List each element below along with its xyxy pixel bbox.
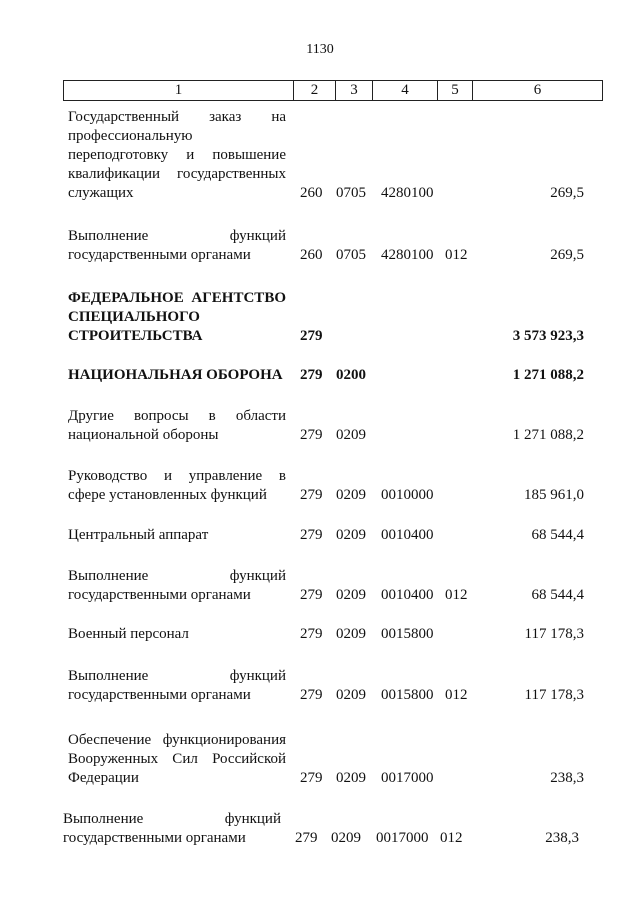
cell-c6: 238,3 <box>545 830 579 846</box>
row-description <box>63 810 281 848</box>
description-line: СТРОИТЕЛЬСТВА <box>68 328 203 344</box>
description-line: Обеспечение функционирования <box>68 732 286 748</box>
cell-c5: 012 <box>445 687 468 703</box>
description-line: Вооруженных Сил Российской <box>68 751 286 767</box>
description-line: государственными органами <box>68 247 251 263</box>
cell-c4: 4280100 <box>381 185 434 201</box>
description-line: Федерации <box>68 770 139 786</box>
header-col-4: 4 <box>373 81 438 100</box>
cell-c2: 279 <box>300 770 323 786</box>
cell-c2: 260 <box>300 185 323 201</box>
cell-c6: 238,3 <box>550 770 584 786</box>
description-line: Другие вопросы в области <box>68 408 286 424</box>
table-row <box>68 407 584 445</box>
cell-c4: 0010400 <box>381 527 434 543</box>
description-line: СПЕЦИАЛЬНОГО <box>68 309 200 325</box>
cell-c5: 012 <box>445 587 468 603</box>
description-line: Военный персонал <box>68 626 189 642</box>
table-header <box>63 80 603 101</box>
cell-c6: 68 544,4 <box>531 527 584 543</box>
page-number: 1130 <box>306 42 334 57</box>
cell-c6: 1 271 088,2 <box>512 427 584 443</box>
cell-c4: 4280100 <box>381 247 434 263</box>
cell-c4: 0017000 <box>381 770 434 786</box>
cell-c2: 279 <box>300 587 323 603</box>
cell-c3: 0209 <box>336 770 366 786</box>
description-line: сфере установленных функций <box>68 487 267 503</box>
description-line: Центральный аппарат <box>68 527 209 543</box>
cell-c3: 0209 <box>336 427 366 443</box>
cell-c3: 0200 <box>336 367 366 383</box>
table-row <box>63 810 579 848</box>
header-col-3: 3 <box>336 81 373 100</box>
table-row <box>68 227 584 265</box>
cell-c3: 0705 <box>336 185 366 201</box>
description-line: НАЦИОНАЛЬНАЯ ОБОРОНА <box>68 367 283 383</box>
cell-c2: 279 <box>295 830 318 846</box>
description-line: ФЕДЕРАЛЬНОЕ АГЕНТСТВО <box>68 290 286 306</box>
cell-c6: 117 178,3 <box>524 626 584 642</box>
description-line: Руководство и управление в <box>68 468 286 484</box>
cell-c3: 0209 <box>336 687 366 703</box>
cell-c4: 0010400 <box>381 587 434 603</box>
row-description <box>68 526 286 545</box>
description-line: государственными органами <box>68 687 251 703</box>
header-col-5: 5 <box>438 81 473 100</box>
description-line: Государственный заказ на <box>68 109 286 125</box>
cell-c6: 117 178,3 <box>524 687 584 703</box>
cell-c6: 269,5 <box>550 247 584 263</box>
cell-c2: 279 <box>300 487 323 503</box>
row-description <box>68 731 286 788</box>
cell-c4: 0015800 <box>381 687 434 703</box>
table-row <box>68 625 584 644</box>
table-row <box>68 467 584 505</box>
row-description <box>68 407 286 445</box>
row-description <box>68 227 286 265</box>
cell-c3: 0209 <box>331 830 361 846</box>
cell-c2: 279 <box>300 328 323 344</box>
description-line: переподготовку и повышение <box>68 147 286 163</box>
table-row <box>68 731 584 788</box>
cell-c2: 279 <box>300 527 323 543</box>
cell-c4: 0015800 <box>381 626 434 642</box>
table-row <box>68 667 584 705</box>
row-description <box>68 567 286 605</box>
row-description <box>68 289 286 346</box>
cell-c4: 0010000 <box>381 487 434 503</box>
cell-c6: 269,5 <box>550 185 584 201</box>
description-line: Выполнение функций <box>68 668 286 684</box>
cell-c2: 279 <box>300 367 323 383</box>
cell-c2: 279 <box>300 427 323 443</box>
cell-c5: 012 <box>445 247 468 263</box>
description-line: квалификации государственных <box>68 166 286 182</box>
cell-c2: 279 <box>300 687 323 703</box>
table-row <box>68 289 584 346</box>
header-col-2: 2 <box>294 81 336 100</box>
cell-c3: 0209 <box>336 487 366 503</box>
row-description <box>68 366 286 385</box>
header-col-1: 1 <box>64 81 294 100</box>
cell-c4: 0017000 <box>376 830 429 846</box>
table-row <box>68 366 584 385</box>
cell-c3: 0209 <box>336 587 366 603</box>
cell-c6: 3 573 923,3 <box>512 328 584 344</box>
cell-c5: 012 <box>440 830 463 846</box>
table-row <box>68 526 584 545</box>
cell-c2: 279 <box>300 626 323 642</box>
row-description <box>68 625 286 644</box>
cell-c3: 0209 <box>336 626 366 642</box>
cell-c6: 68 544,4 <box>531 587 584 603</box>
cell-c3: 0209 <box>336 527 366 543</box>
cell-c2: 260 <box>300 247 323 263</box>
description-line: национальной обороны <box>68 427 219 443</box>
table-row <box>68 108 584 203</box>
description-line: служащих <box>68 185 134 201</box>
description-line: Выполнение функций <box>68 228 286 244</box>
description-line: государственными органами <box>63 830 246 846</box>
cell-c6: 1 271 088,2 <box>512 367 584 383</box>
description-line: Выполнение функций <box>63 811 281 827</box>
cell-c6: 185 961,0 <box>524 487 584 503</box>
row-description <box>68 667 286 705</box>
description-line: государственными органами <box>68 587 251 603</box>
row-description <box>68 108 286 203</box>
header-col-6: 6 <box>533 82 542 98</box>
description-line: Выполнение функций <box>68 568 286 584</box>
cell-c3: 0705 <box>336 247 366 263</box>
row-description <box>68 467 286 505</box>
description-line: профессиональную <box>68 128 193 144</box>
table-row <box>68 567 584 605</box>
